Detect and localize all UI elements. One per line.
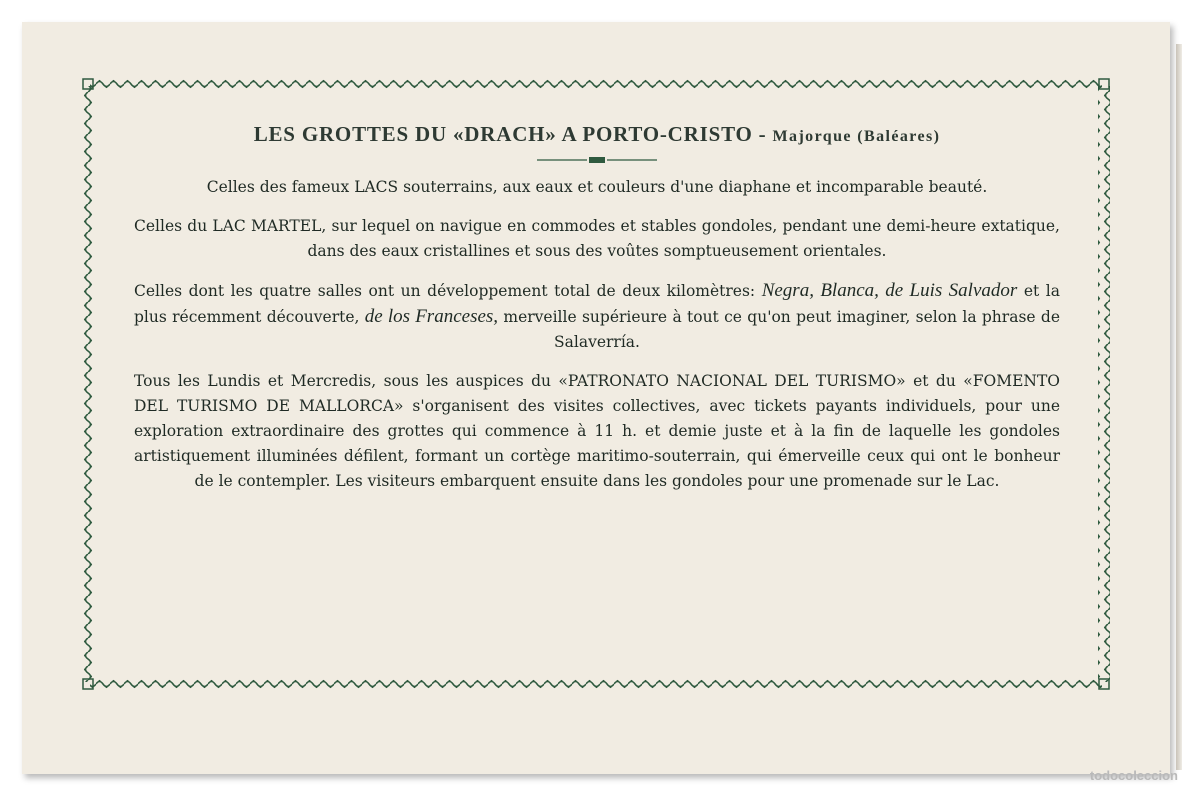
salles-text-a: Celles dont les quatre salles ont un développement total de deux kilomètres: <box>134 282 756 301</box>
salles-text-e: merveille supérieure à tout ce qu'on peut imaginer, selon la phrase de Salaverría. <box>503 308 1060 352</box>
card-title <box>134 122 1060 147</box>
salles-names: Negra, Blanca, de Luis Salvador <box>761 280 1018 302</box>
title-region: Majorque (Baléares) <box>772 128 941 145</box>
title-main: LES GROTTES DU «DRACH» A PORTO-CRISTO - <box>253 122 767 146</box>
card-text <box>134 122 1060 508</box>
ornamental-frame <box>82 78 1110 690</box>
paragraph-visites: Tous les Lundis et Mercredis, sous les auspices du «PATRONATO NACIONAL DEL TURISMO» et du «FOMENTO DEL TURISMO DE MALLORCA» s'organisent des visites collectives, avec tickets payants individuels, pour une exploration extraordinaire des grottes qui commence à 11 h. et demie juste et à la fin de laquelle les gondoles artistiquement illuminées défilent, formant un cortège maritimo-souterrain, qui émerveille ceux qui ont le bonheur de le contempler. Les visiteurs embarquent ensuite dans les gondoles pour une promenade sur le Lac. <box>134 372 1060 491</box>
card-shadow-edge <box>1176 44 1182 770</box>
title-divider-ornament <box>537 155 657 165</box>
salle-franceses: de los Franceses, <box>364 306 499 328</box>
paragraph-lac-martel: Celles du LAC MARTEL, sur lequel on navigue en commodes et stables gondoles, pendant une demi-heure extatique, dans des eaux cristallines et sous des voûtes somptueusement orientales. <box>134 217 1060 261</box>
paragraph-lacs: Celles des fameux LACS souterrains, aux eaux et couleurs d'une diaphane et incomparable beauté. <box>206 178 988 197</box>
salles-text-c: et la plus récemment découverte, <box>134 282 1060 327</box>
watermark: todocoleccion <box>1089 768 1178 783</box>
paragraph-salles <box>134 278 1060 355</box>
